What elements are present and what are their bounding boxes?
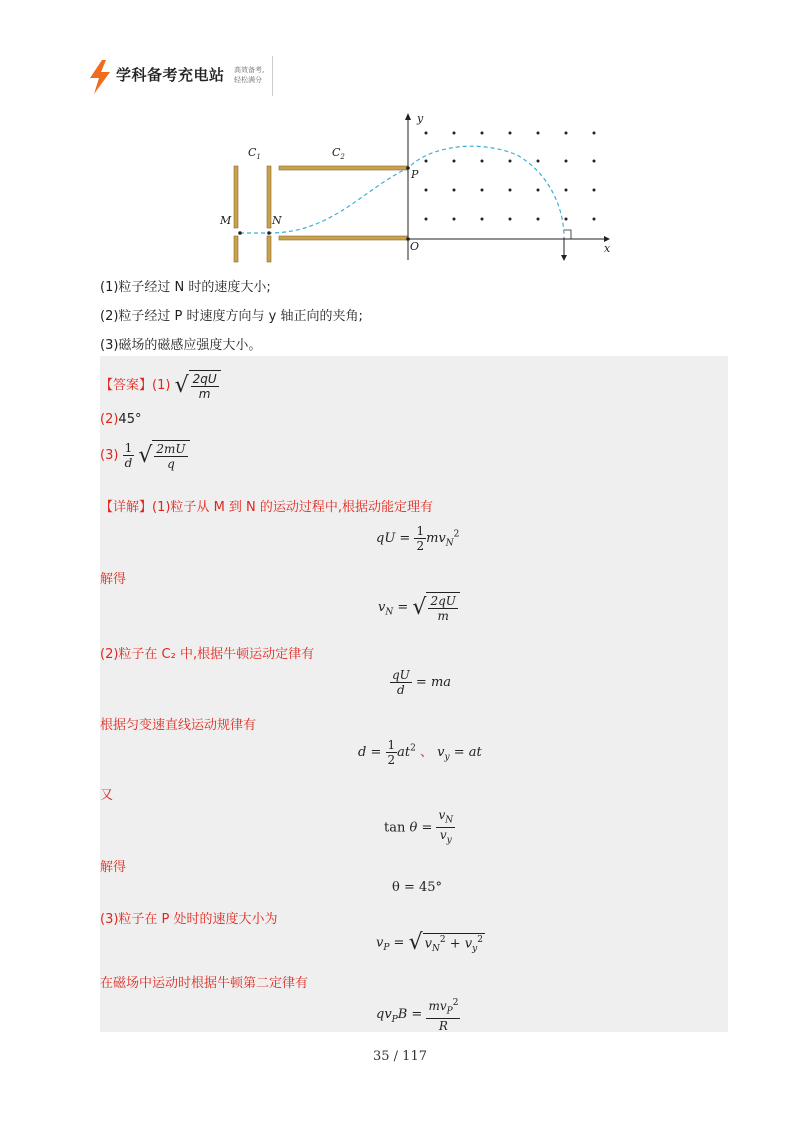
equation-vn: $v_N$ = √ $\frac{2qU}{m}$ [378,592,460,623]
solution-3-text: 根据匀变速直线运动规律有 [100,718,257,733]
equation-theta: θ = 45° [392,880,443,895]
plate-c2-top [279,166,408,170]
label-m: M [220,214,232,227]
plate-c1-right-bottom [267,236,271,262]
answer-tag: 【答案】 [100,378,153,393]
equation-tan: tan θ = $\frac{v_N}{v_y}$ [384,808,454,846]
plate-c1-left-top [234,166,238,228]
answer-3: (3) $\frac{1}{d}$ √ $\frac{2mU}{q}$ [100,440,190,471]
page-number: 35 / 117 [373,1049,427,1064]
lightning-bolt-icon [88,60,112,94]
answer-1-formula: √ $\frac{2qU}{m}$ [175,370,221,401]
header-logo [74,56,274,96]
plate-c2-bottom [279,236,408,240]
y-axis-arrow [405,113,411,120]
question-2: (2)粒子经过 P 时速度方向与 y 轴正向的夹角; [100,309,363,324]
answer-2-value: 45° [118,412,142,427]
solution-tag: 【详解】 [100,500,153,515]
label-x: x [604,242,611,255]
answer-1 [100,370,221,401]
label-c2: $C_2$ [332,146,345,161]
label-c1: $C_1$ [248,146,261,161]
point-p [406,166,410,170]
header-divider [272,56,273,96]
solution-1-text: 【详解】(1)粒子从 M 到 N 的运动过程中,根据动能定理有 [100,500,434,515]
point-m [238,231,242,235]
answer-box [100,356,728,1032]
solution-2-text: (2)粒子在 C₂ 中,根据牛顿运动定律有 [100,647,315,662]
brand-slogan: 高效备考, 轻松满分 [234,66,265,84]
answer-2: (2)45° [100,412,142,427]
equation-lorentz: $qv_PB$ = $\frac{mv_P^2}{R}$ [376,998,459,1034]
answer-1-prefix: (1) [152,378,171,393]
plate-c1-left-bottom [234,236,238,262]
point-n [267,231,271,235]
plate-c1-right-top [267,166,271,228]
particle-trajectory [240,146,564,238]
label-p: P [411,168,419,181]
question-3: (3)磁场的磁感应强度大小。 [100,338,262,353]
right-angle-mark [564,230,571,239]
physics-diagram [212,100,624,270]
solution-jiede-1: 解得 [100,572,127,587]
label-o: O [410,240,420,253]
label-n: N [272,214,282,227]
equation-kinetic-energy: qU = $\frac{1}{2}$ $mv_N^2$ [376,524,460,553]
solution-5-text: 在磁场中运动时根据牛顿第二定律有 [100,976,309,991]
equation-newton: $\frac{qU}{d}$ = ma [392,668,452,697]
equation-kinematics: d = $\frac{1}{2}$ $at^2$ 、 $v_y$ = at [358,738,482,767]
solution-jiede-2: 解得 [100,860,127,875]
label-y: y [417,112,424,125]
exit-arrow-head [561,255,567,261]
solution-you: 又 [100,788,114,803]
magnetic-field-dots [425,132,596,221]
question-1: (1)粒子经过 N 时的速度大小; [100,280,271,295]
solution-4-text: (3)粒子在 P 处时的速度大小为 [100,912,278,927]
brand-name: 学科备考充电站 [116,66,225,84]
equation-vp: $v_P$ = √ $v_N^2 + v_y^2$ [376,930,483,955]
